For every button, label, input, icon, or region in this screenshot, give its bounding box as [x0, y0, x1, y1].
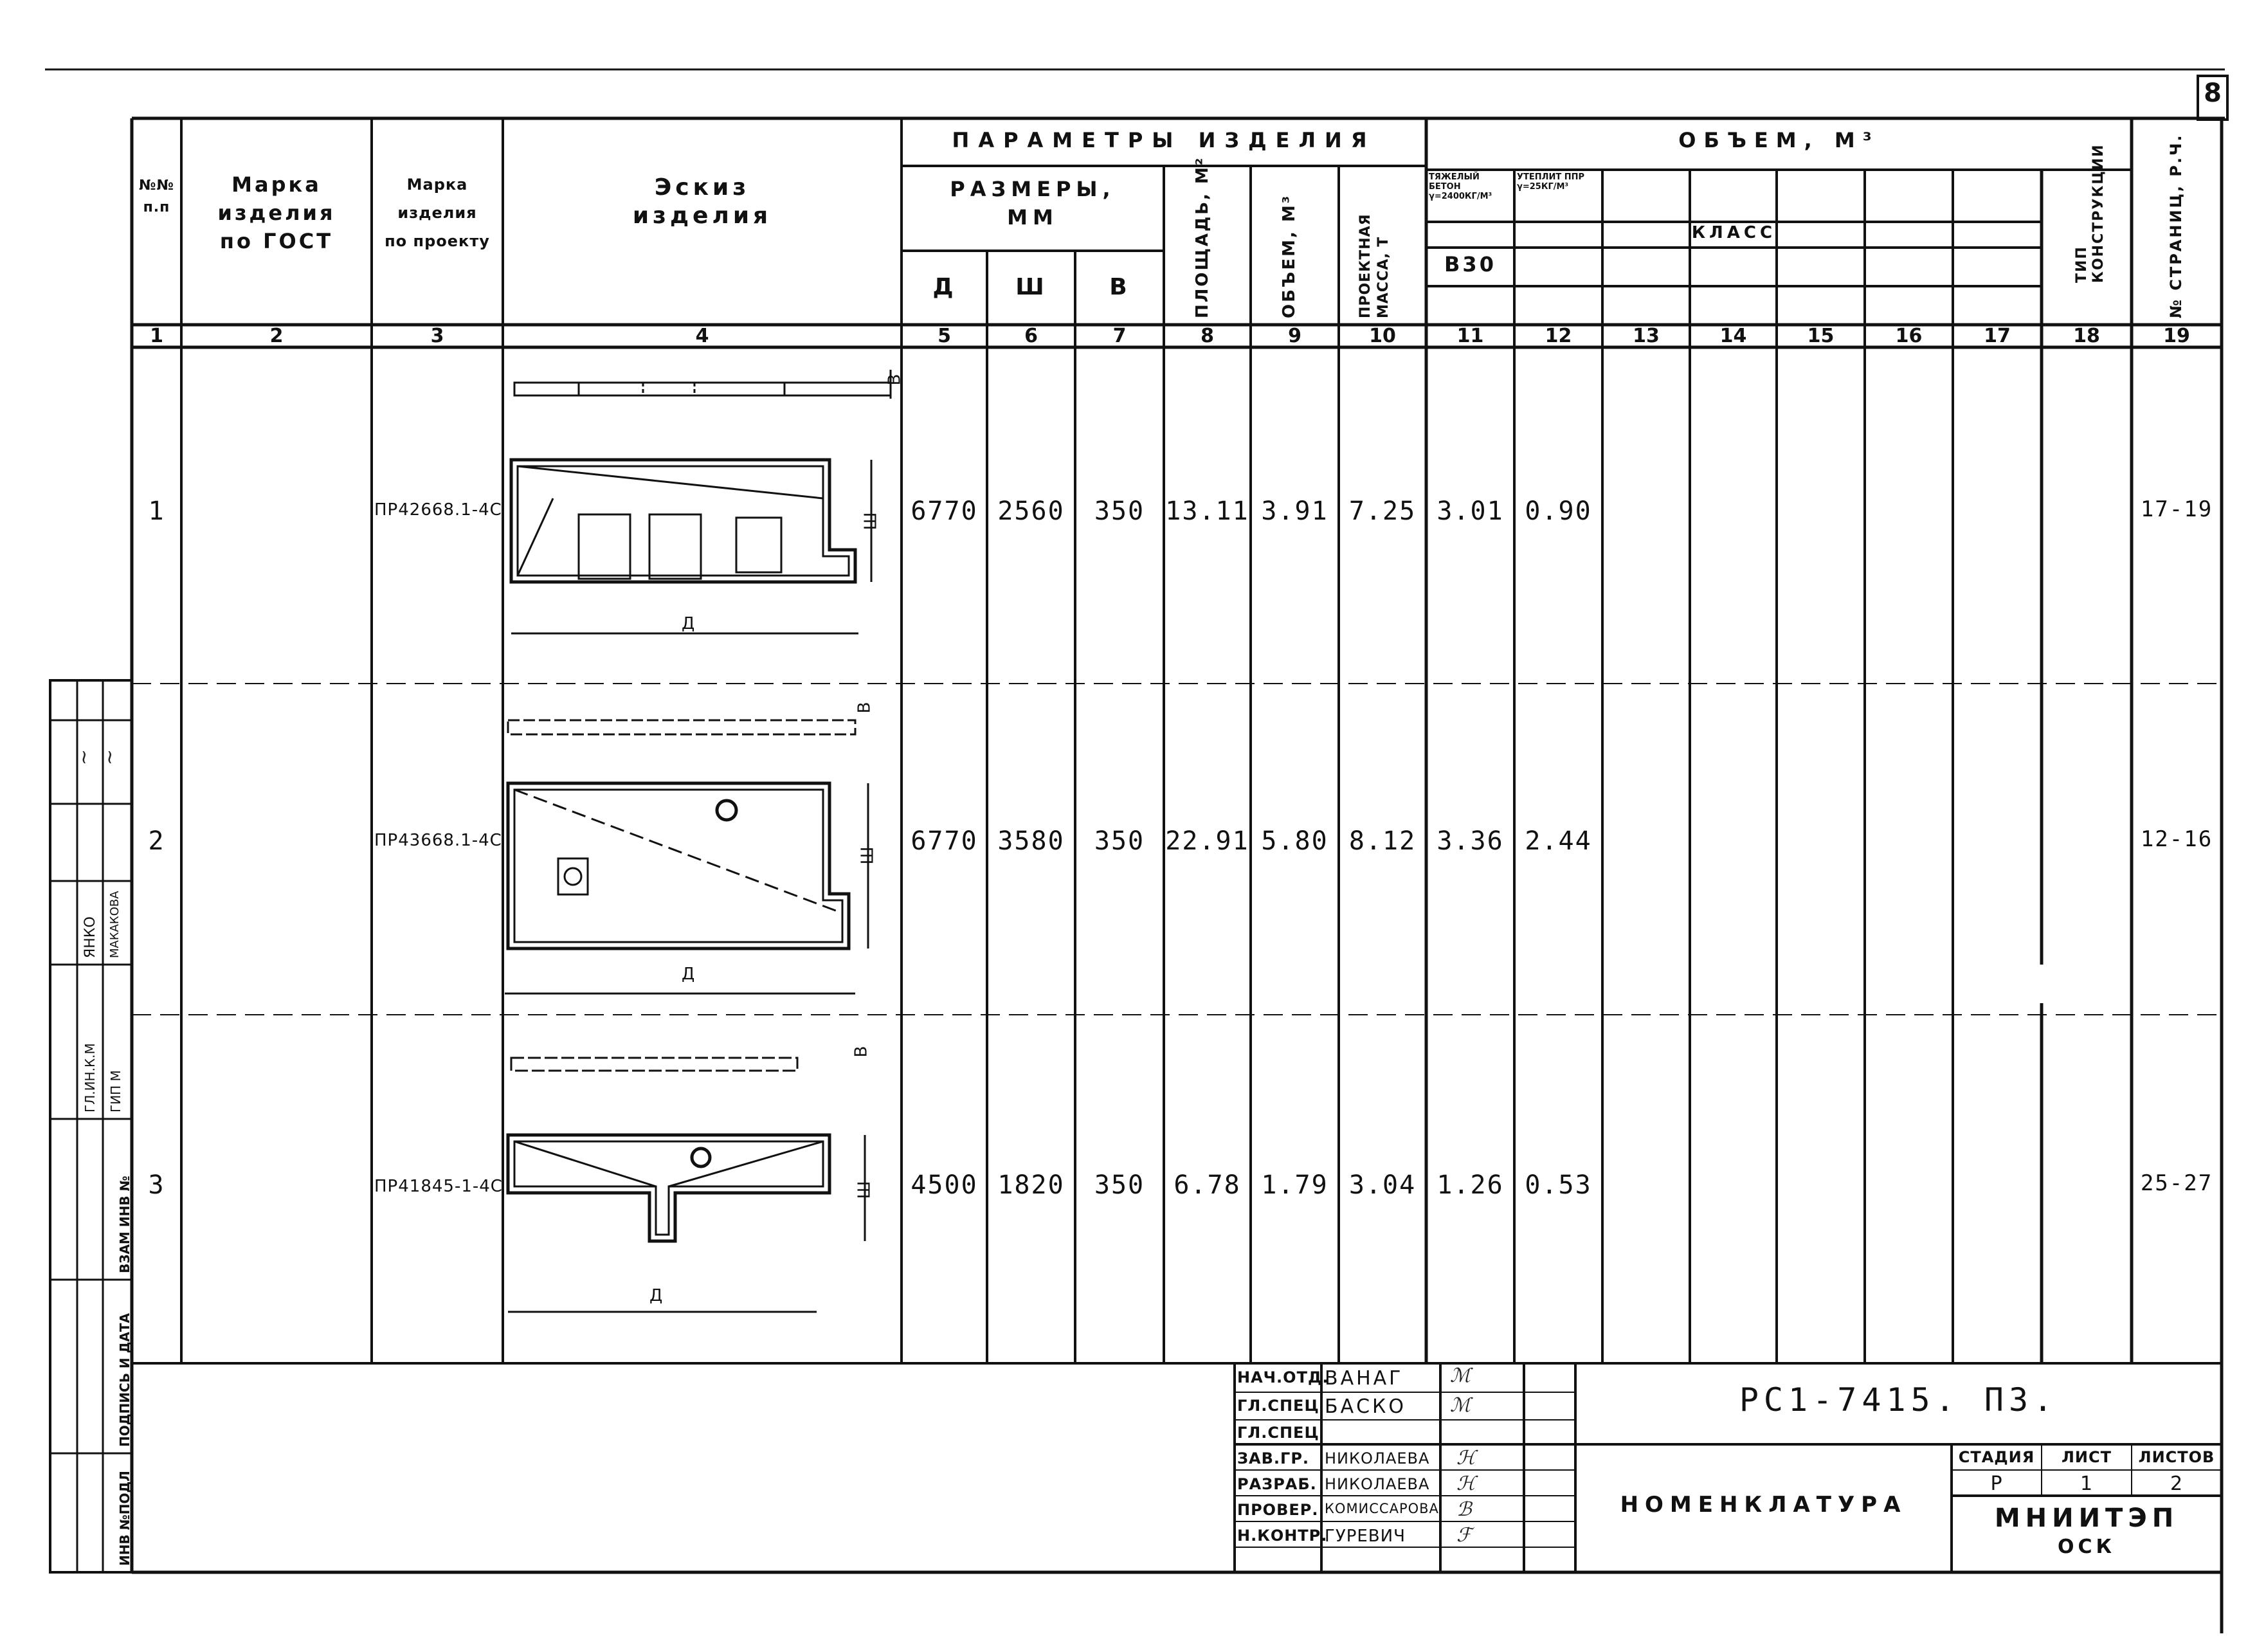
header-size-v: В [1109, 274, 1130, 300]
size-d: 4500 [911, 1170, 978, 1200]
side-stamp-approval: МАКАКОВА [108, 891, 122, 958]
column-number: 15 [1807, 325, 1835, 347]
area: 6.78 [1174, 1170, 1241, 1200]
tb-role: ГЛ.СПЕЦ [1237, 1397, 1319, 1415]
header-heavy-concrete: ТЯЖЕЛЫЙ БЕТОН γ=2400КГ/М³ [1429, 172, 1492, 201]
header-class-b30: В30 [1444, 252, 1496, 277]
volume-heavy: 1.26 [1437, 1170, 1504, 1200]
column-number: 18 [2073, 325, 2100, 347]
mass: 3.04 [1348, 1170, 1417, 1200]
column-number: 13 [1633, 325, 1660, 347]
area: 13.11 [1165, 496, 1249, 526]
size-d: 6770 [911, 826, 978, 856]
side-stamp-signature: ~ [73, 749, 96, 766]
column-number: 2 [269, 325, 284, 347]
pages: 17-19 [2140, 496, 2213, 522]
tb-name: ГУРЕВИЧ [1325, 1527, 1406, 1546]
volume-insulation: 0.53 [1525, 1170, 1592, 1200]
tb-role: РАЗРАБ. [1237, 1475, 1317, 1493]
product-mark: ПР42668.1-4С [374, 500, 502, 520]
volume: 5.80 [1261, 826, 1328, 856]
sheets-value: 2 [2170, 1473, 2184, 1495]
size-sh: 1820 [997, 1170, 1065, 1200]
mass: 7.25 [1348, 496, 1417, 526]
row-number: 1 [148, 496, 165, 526]
sketch-dim-d: Д [682, 614, 696, 633]
sketch-dim-sh: Ш [861, 511, 881, 531]
tb-role: ГЛ.СПЕЦ [1237, 1424, 1319, 1442]
column-number: 19 [2163, 325, 2190, 347]
tb-role: ПРОВЕР. [1237, 1501, 1319, 1519]
column-number: 11 [1456, 325, 1484, 347]
side-stamp-label: ВЗАМ ИНВ № [117, 1175, 132, 1273]
volume-heavy: 3.36 [1437, 826, 1504, 856]
product-mark: ПР43668.1-4С [374, 831, 502, 850]
volume: 3.91 [1261, 496, 1328, 526]
sketch-dim-sh: Ш [858, 846, 878, 865]
header-mass: ПРОЕКТНАЯ МАССА, Т [1357, 213, 1391, 318]
header-size-sh: Ш [1015, 274, 1047, 300]
doc-code: РС1-7415. ПЗ. [1739, 1381, 2058, 1419]
area: 22.91 [1165, 826, 1249, 856]
sheet-corner-number: 8 [2204, 78, 2222, 108]
product-mark: ПР41845-1-4С [374, 1177, 503, 1196]
size-v: 350 [1094, 496, 1145, 526]
column-number: 16 [1895, 325, 1923, 347]
tb-signature: ℳ [1450, 1365, 1471, 1387]
side-stamp-approval: ЯНКО [82, 916, 98, 958]
stage-value: Р [1990, 1473, 2003, 1495]
header-pages: № СТРАНИЦ, Р.Ч. [2167, 133, 2185, 318]
sketch-2 [505, 720, 868, 994]
sketch-dim-v: В [851, 1045, 871, 1058]
size-v: 350 [1094, 826, 1145, 856]
row-number: 3 [148, 1170, 165, 1200]
header-sketch: Эскиз изделия [632, 174, 772, 229]
tb-role: Н.КОНТР. [1237, 1527, 1328, 1545]
doc-title: НОМЕНКЛАТУРА [1620, 1492, 1907, 1518]
sketch-dim-v: В [885, 373, 905, 386]
mass: 8.12 [1348, 826, 1417, 856]
organization-dept: ОСК [2057, 1536, 2116, 1558]
size-d: 6770 [911, 496, 978, 526]
sketch-dim-v: В [855, 701, 875, 714]
header-mark-project: Марка изделия по проекту [385, 176, 490, 250]
tb-role: ЗАВ.ГР. [1237, 1449, 1310, 1467]
size-sh: 2560 [997, 496, 1065, 526]
volume-heavy: 3.01 [1437, 496, 1504, 526]
header-params-group: ПАРАМЕТРЫ ИЗДЕЛИЯ [952, 128, 1376, 152]
header-insulation: УТЕПЛИТ ППР γ=25КГ/М³ [1517, 172, 1585, 192]
pages: 25-27 [2140, 1170, 2213, 1196]
volume-insulation: 0.90 [1525, 496, 1592, 526]
volume-insulation: 2.44 [1525, 826, 1592, 856]
tb-signature: ℬ [1456, 1498, 1472, 1521]
header-area: ПЛОЩАДЬ, М² [1193, 156, 1212, 318]
header-klass: КЛАСС [1691, 223, 1777, 242]
column-number: 3 [430, 325, 444, 347]
sheet-label: ЛИСТ [2061, 1448, 2112, 1466]
column-number: 7 [1112, 325, 1127, 347]
sheets-label: ЛИСТОВ [2138, 1448, 2215, 1466]
side-stamp-signature: ~ [98, 749, 122, 766]
column-number: 12 [1545, 325, 1572, 347]
sketch-1 [511, 370, 891, 633]
header-volume: ОБЪЕМ, М³ [1280, 194, 1299, 318]
side-stamp-approval: ГЛ.ИН.К.М [82, 1043, 98, 1112]
side-stamp-label: ИНВ №ПОДЛ [117, 1471, 132, 1566]
side-stamp-label: ПОДПИСЬ И ДАТА [117, 1312, 132, 1447]
tb-role: НАЧ.ОТД. [1237, 1368, 1329, 1386]
size-v: 350 [1094, 1170, 1145, 1200]
sketch-3 [508, 1058, 865, 1312]
header-volume-group: ОБЪЕМ, М³ [1678, 128, 1880, 152]
pages: 12-16 [2140, 826, 2213, 852]
column-number: 4 [695, 325, 709, 347]
tb-signature: ℋ [1456, 1473, 1476, 1495]
header-col-num: №№ п.п [139, 177, 174, 215]
column-number: 9 [1288, 325, 1301, 347]
tb-name: КОМИССАРОВА [1325, 1501, 1439, 1516]
sketch-dim-sh: Ш [855, 1180, 875, 1199]
header-type: ТИП КОНСТРУКЦИИ [2074, 143, 2107, 283]
header-sizes-group: РАЗМЕРЫ, ММ [950, 177, 1116, 230]
tb-name: НИКОЛАЕВА [1325, 1449, 1430, 1467]
column-number: 5 [938, 325, 951, 347]
volume: 1.79 [1261, 1170, 1328, 1200]
header-size-d: Д [932, 274, 956, 300]
column-number: 10 [1369, 325, 1396, 347]
tb-signature: ℋ [1456, 1447, 1476, 1469]
row-number: 2 [148, 826, 165, 856]
tb-name: БАСКО [1325, 1395, 1406, 1418]
size-sh: 3580 [997, 826, 1065, 856]
column-number: 14 [1719, 325, 1747, 347]
column-number: 1 [150, 325, 163, 347]
tb-signature: ℳ [1450, 1394, 1471, 1417]
sheet-value: 1 [2080, 1473, 2094, 1495]
organization: МНИИТЭП [1994, 1503, 2179, 1533]
column-number: 17 [1984, 325, 2011, 347]
header-mark-gost: Марка изделия по ГОСТ [217, 172, 336, 253]
column-number: 8 [1201, 325, 1214, 347]
tb-name: ВАНАГ [1325, 1367, 1404, 1390]
side-stamp-approval: ГИП М [108, 1070, 123, 1112]
tb-name: НИКОЛАЕВА [1325, 1475, 1430, 1493]
stage-label: СТАДИЯ [1958, 1448, 2035, 1466]
sketch-dim-d: Д [682, 965, 696, 984]
tb-signature: ℱ [1456, 1524, 1472, 1547]
sketch-dim-d: Д [649, 1286, 664, 1305]
column-number: 6 [1024, 325, 1038, 347]
